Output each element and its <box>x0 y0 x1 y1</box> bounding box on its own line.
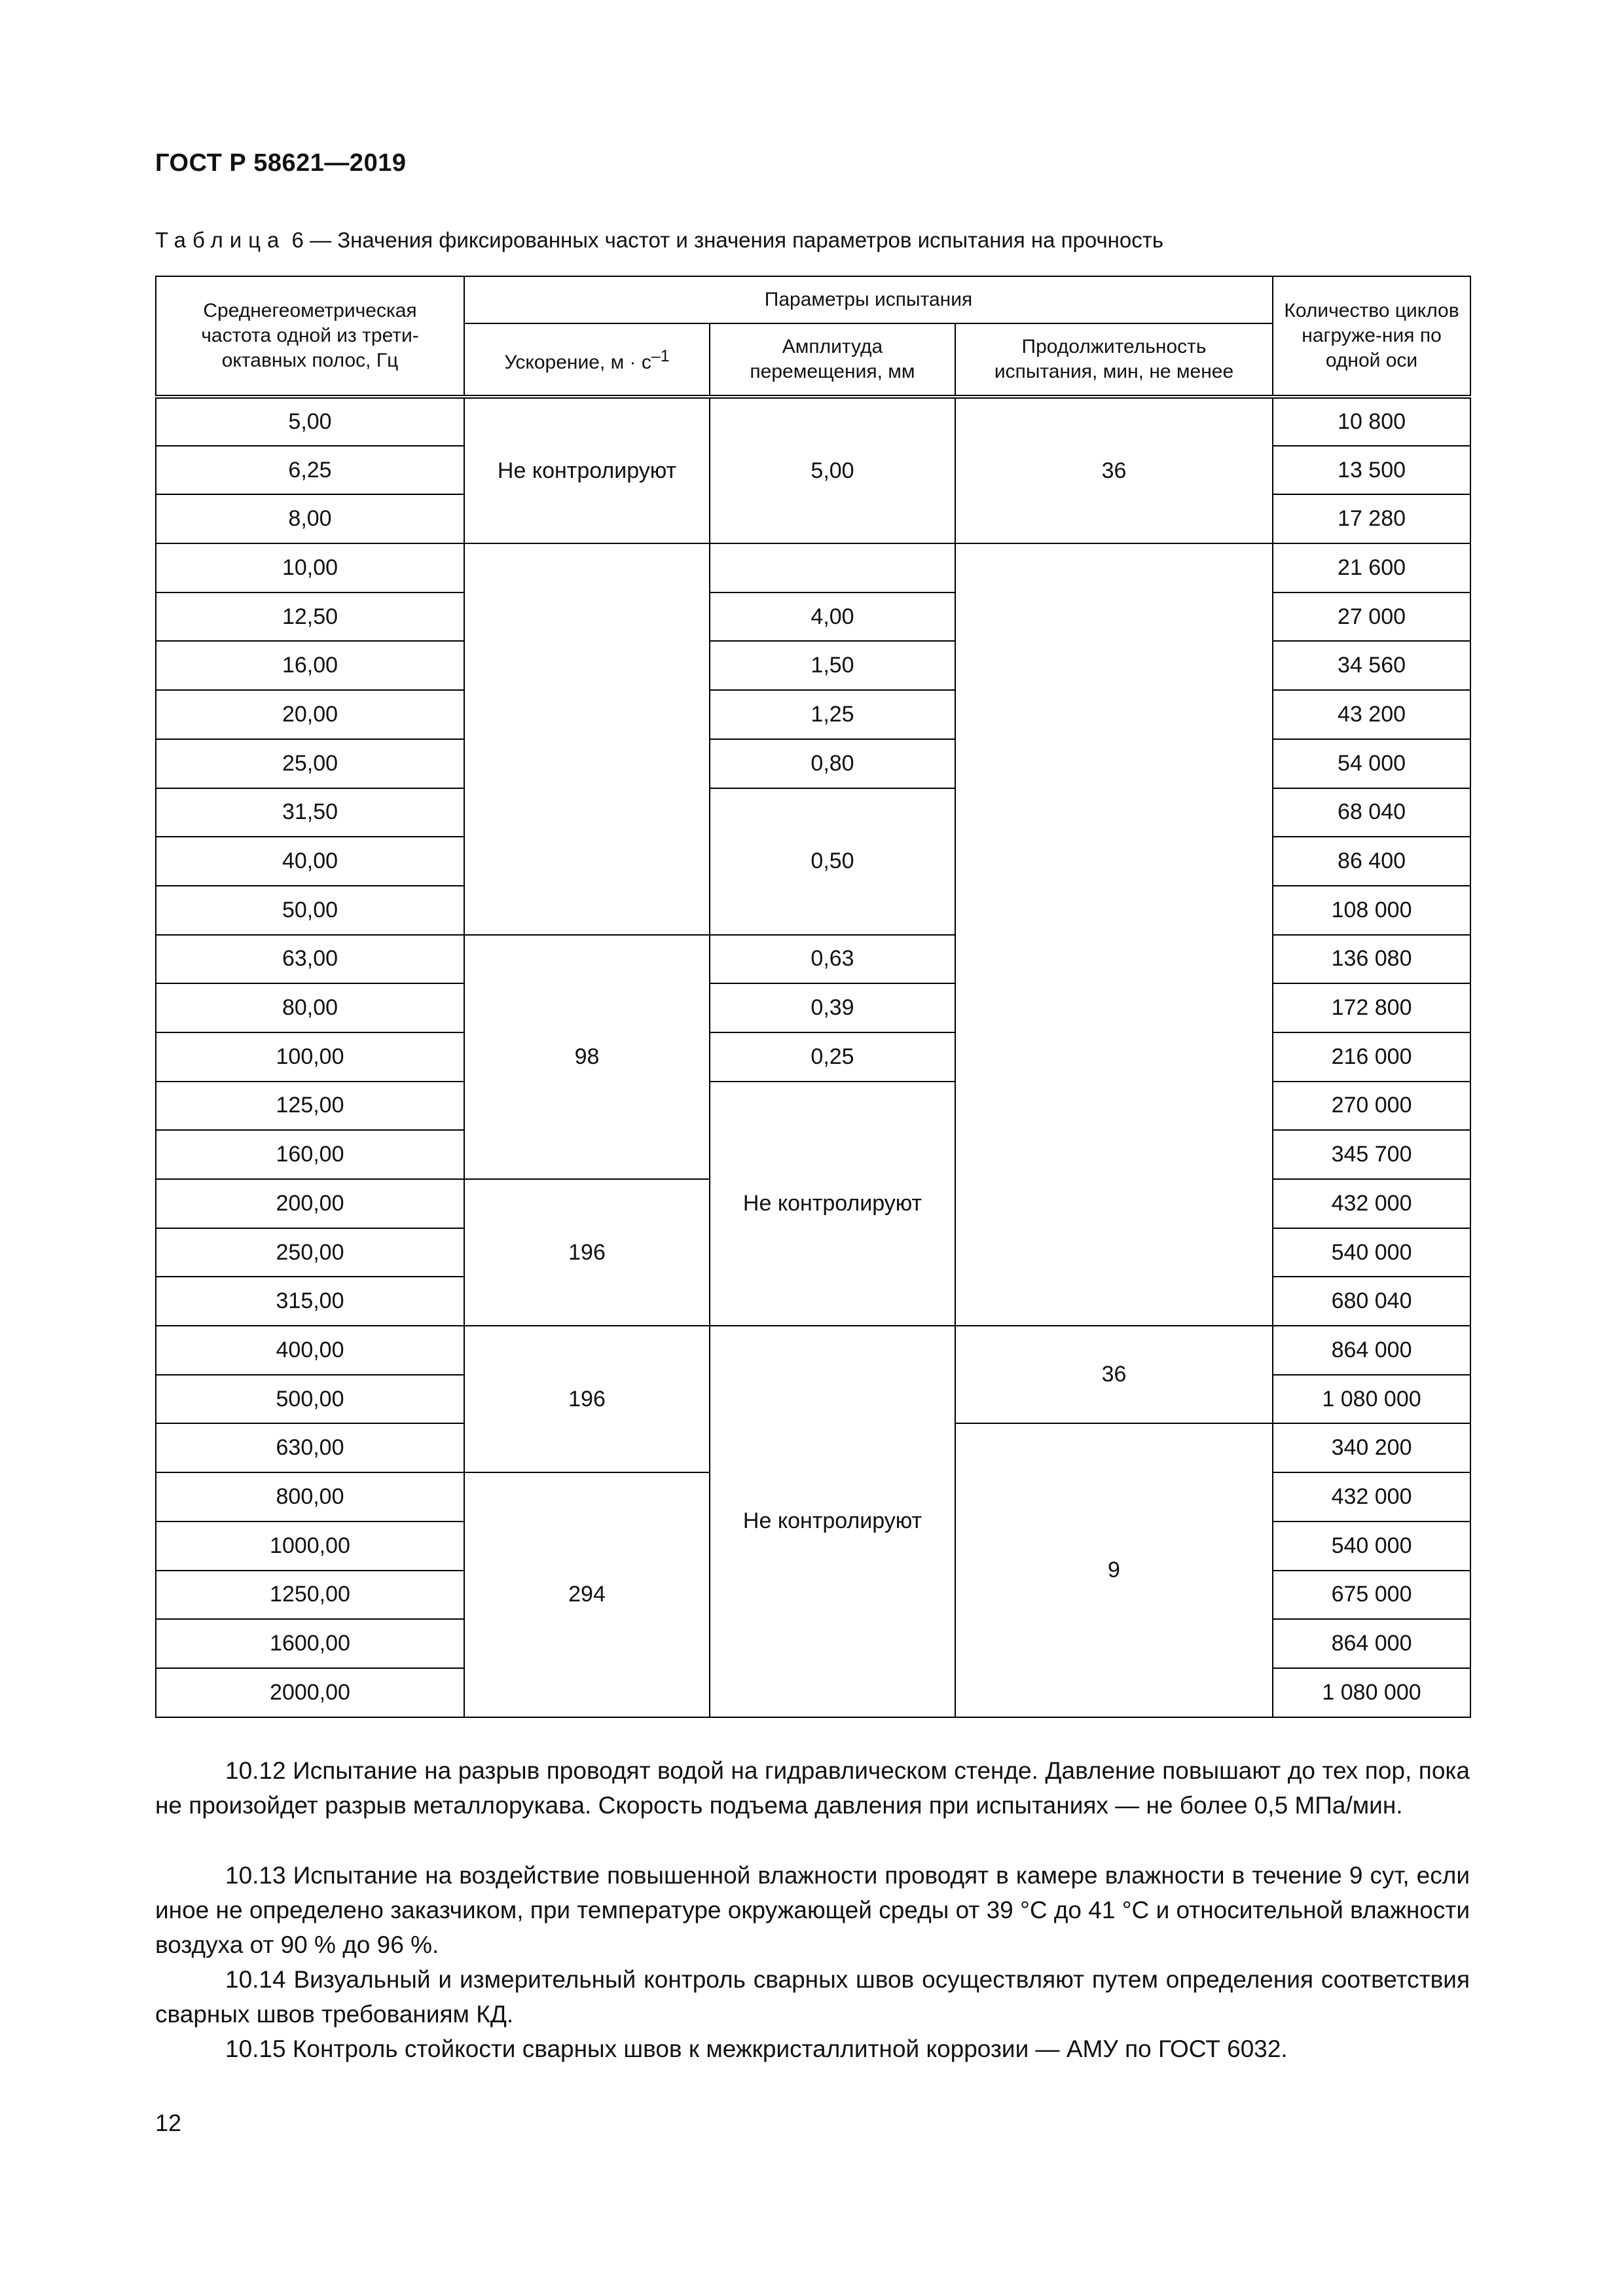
header-acceleration-label: Ускорение, м · с <box>504 352 651 373</box>
freq-cell: 5,00 <box>156 397 464 446</box>
accel-cell: Не контролируют <box>464 397 710 543</box>
cycles-cell: 34 560 <box>1273 641 1470 690</box>
cycles-cell: 17 280 <box>1273 494 1470 543</box>
cycles-cell: 540 000 <box>1273 1228 1470 1277</box>
table-row <box>156 1082 1470 1131</box>
accel-cell: 196 <box>464 1326 710 1472</box>
header-frequency: Среднегеометрическая частота одной из трети-октавных полос, Гц <box>156 276 464 397</box>
duration-cell: 9 <box>955 1423 1273 1717</box>
table-caption-word: Таблица <box>155 228 286 252</box>
freq-cell: 125,00 <box>156 1082 464 1131</box>
freq-cell: 1000,00 <box>156 1522 464 1571</box>
cycles-cell: 432 000 <box>1273 1472 1470 1522</box>
freq-cell: 160,00 <box>156 1130 464 1179</box>
cycles-cell: 54 000 <box>1273 739 1470 788</box>
duration-cell: 36 <box>955 1326 1273 1423</box>
header-acceleration <box>464 323 710 397</box>
freq-cell: 315,00 <box>156 1277 464 1326</box>
cycles-cell: 680 040 <box>1273 1277 1470 1326</box>
paragraph-10-13 <box>155 1858 1470 1962</box>
freq-cell: 8,00 <box>156 494 464 543</box>
cycles-cell: 432 000 <box>1273 1179 1470 1228</box>
cycles-cell: 27 000 <box>1273 592 1470 642</box>
ampl-cell: 0,39 <box>710 983 955 1032</box>
table-row <box>156 641 1470 690</box>
ampl-cell: 1,25 <box>710 690 955 739</box>
cycles-cell: 270 000 <box>1273 1082 1470 1131</box>
paragraph-text: 10.13 Испытание на воздействие повышенной влажности проводят в камере влажности в течение 9 сут, если иное не определено заказчиком, при температуре окружающей среды от 39 °С до 41 °С и относительной влажности воздуха от 90 % до 96 %. <box>155 1862 1470 1958</box>
freq-cell: 500,00 <box>156 1375 464 1424</box>
ampl-cell: 0,25 <box>710 1032 955 1082</box>
paragraph-text: 10.14 Визуальный и измерительный контроль сварных швов осуществляют путем определения соответствия сварных швов требованиям КД. <box>155 1966 1470 2028</box>
freq-cell: 1600,00 <box>156 1619 464 1668</box>
ampl-cell: Не контролируют <box>710 1082 955 1326</box>
freq-cell: 50,00 <box>156 886 464 935</box>
table-row <box>156 739 1470 788</box>
ampl-cell: 0,80 <box>710 739 955 788</box>
freq-cell: 200,00 <box>156 1179 464 1228</box>
cycles-cell: 1 080 000 <box>1273 1668 1470 1717</box>
header-duration: Продолжительность испытания, мин, не менее <box>955 323 1273 397</box>
freq-cell: 250,00 <box>156 1228 464 1277</box>
paragraph-10-14 <box>155 1962 1470 2032</box>
table-caption <box>155 228 1163 253</box>
accel-cell: 98 <box>464 935 710 1179</box>
ampl-cell: 5,00 <box>710 397 955 543</box>
freq-cell: 40,00 <box>156 837 464 886</box>
cycles-cell: 864 000 <box>1273 1619 1470 1668</box>
header-cycles: Количество циклов нагруже-ния по одной оси <box>1273 276 1470 397</box>
table-row <box>156 788 1470 837</box>
cycles-cell: 216 000 <box>1273 1032 1470 1082</box>
ampl-cell: 4,00 <box>710 592 955 642</box>
cycles-cell: 68 040 <box>1273 788 1470 837</box>
table-caption-text: 6 — Значения фиксированных частот и значения параметров испытания на прочность <box>285 228 1164 252</box>
cycles-cell: 340 200 <box>1273 1423 1470 1472</box>
document-code: ГОСТ Р 58621—2019 <box>155 149 407 177</box>
header-acceleration-exponent: –1 <box>651 347 670 365</box>
freq-cell: 20,00 <box>156 690 464 739</box>
ampl-cell: Не контролируют <box>710 1326 955 1717</box>
freq-cell: 2000,00 <box>156 1668 464 1717</box>
freq-cell: 16,00 <box>156 641 464 690</box>
freq-cell: 400,00 <box>156 1326 464 1375</box>
freq-cell: 100,00 <box>156 1032 464 1082</box>
cycles-cell: 675 000 <box>1273 1571 1470 1620</box>
freq-cell: 12,50 <box>156 592 464 642</box>
cycles-cell: 172 800 <box>1273 983 1470 1032</box>
cycles-cell: 43 200 <box>1273 690 1470 739</box>
cycles-cell: 540 000 <box>1273 1522 1470 1571</box>
freq-cell: 25,00 <box>156 739 464 788</box>
cycles-cell: 86 400 <box>1273 837 1470 886</box>
table-row <box>156 543 1470 592</box>
paragraph-text: 10.15 Контроль стойкости сварных швов к межкристаллитной коррозии — АМУ по ГОСТ 6032. <box>225 2035 1288 2062</box>
cycles-cell: 108 000 <box>1273 886 1470 935</box>
page-number: 12 <box>155 2109 182 2136</box>
table-row <box>156 983 1470 1032</box>
ampl-cell: 0,50 <box>710 788 955 935</box>
freq-cell: 10,00 <box>156 543 464 592</box>
accel-cell: 196 <box>464 1179 710 1326</box>
table-row <box>156 690 1470 739</box>
freq-cell: 800,00 <box>156 1472 464 1522</box>
duration-cell: 36 <box>955 397 1273 543</box>
table-row <box>156 935 1470 984</box>
cycles-cell: 136 080 <box>1273 935 1470 984</box>
freq-cell: 31,50 <box>156 788 464 837</box>
ampl-cell: 0,63 <box>710 935 955 984</box>
duration-cell-empty <box>955 543 1273 1326</box>
header-test-parameters: Параметры испытания <box>464 276 1273 323</box>
cycles-cell: 864 000 <box>1273 1326 1470 1375</box>
table-row <box>156 397 1470 446</box>
accel-cell: 294 <box>464 1472 710 1717</box>
freq-cell: 63,00 <box>156 935 464 984</box>
table-row <box>156 592 1470 642</box>
freq-cell: 1250,00 <box>156 1571 464 1620</box>
table-row <box>156 1326 1470 1375</box>
cycles-cell: 1 080 000 <box>1273 1375 1470 1424</box>
header-amplitude: Амплитуда перемещения, мм <box>710 323 955 397</box>
cycles-cell: 345 700 <box>1273 1130 1470 1179</box>
accel-cell-empty <box>464 543 710 935</box>
paragraph-10-12 <box>155 1753 1470 1823</box>
ampl-cell-empty <box>710 543 955 592</box>
cycles-cell: 13 500 <box>1273 446 1470 495</box>
cycles-cell: 10 800 <box>1273 397 1470 446</box>
test-parameters-table <box>155 276 1471 1718</box>
freq-cell: 630,00 <box>156 1423 464 1472</box>
cycles-cell: 21 600 <box>1273 543 1470 592</box>
freq-cell: 80,00 <box>156 983 464 1032</box>
paragraph-text: 10.12 Испытание на разрыв проводят водой на гидравлическом стенде. Давление повышают до тех пор, пока не произойдет разрыв металлорукава. Скорость подъема давления при испытаниях — не более 0,5 МПа/мин. <box>155 1757 1470 1819</box>
freq-cell: 6,25 <box>156 446 464 495</box>
paragraph-10-15 <box>155 2032 1470 2066</box>
ampl-cell: 1,50 <box>710 641 955 690</box>
table-row <box>156 1032 1470 1082</box>
